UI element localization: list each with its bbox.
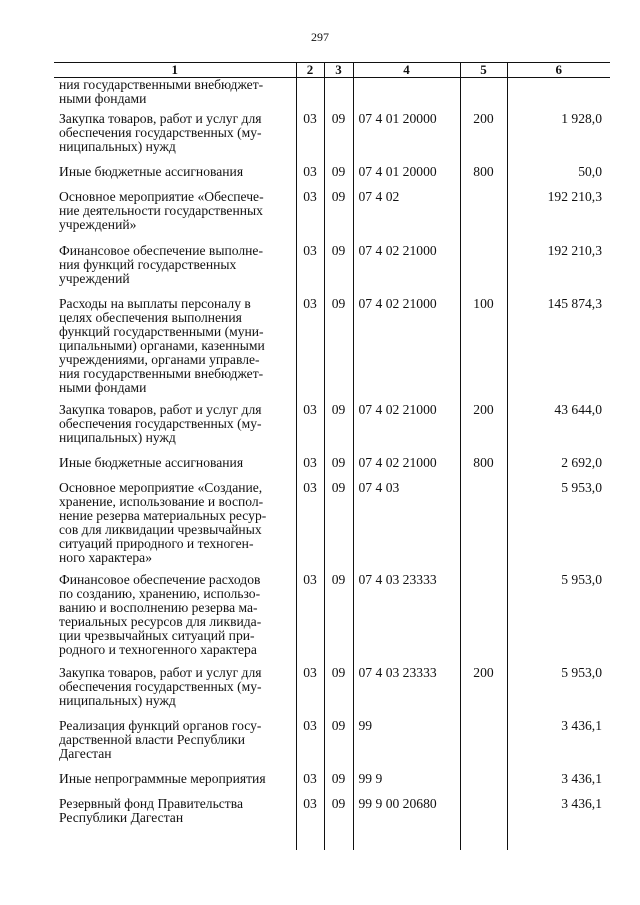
subsection-code: 09	[324, 297, 353, 403]
expense-type-code: 100	[460, 297, 507, 403]
target-article-code: 07 4 01 20000	[353, 165, 460, 190]
amount-value: 2 692,0	[561, 455, 602, 470]
subsection-code: 09	[324, 666, 353, 719]
target-article-code: 99	[353, 719, 460, 772]
expense-name: Финансовое обеспечение выполне- ния функций государственных учреждений	[54, 244, 296, 297]
subsection-code: 09	[324, 403, 353, 456]
section-code: 03	[296, 573, 324, 666]
expense-name: Финансовое обеспечение расходов по созданию, хранению, использо- ванию и восполнению резерва ма- териальных ресурсов для ликвида- ции чрезвычайных ситуаций при- родного и техногенного характера	[54, 573, 296, 666]
table-row	[54, 666, 610, 719]
amount-value: 43 644,0	[554, 402, 602, 417]
section-code: 03	[296, 719, 324, 772]
expense-name: Реализация функций органов госу- дарственной власти Республики Дагестан	[54, 719, 296, 772]
target-article-code	[353, 78, 460, 113]
target-article-code: 07 4 02	[353, 190, 460, 244]
subsection-code: 09	[324, 112, 353, 165]
expense-type-code	[460, 244, 507, 297]
target-article-code: 07 4 03	[353, 481, 460, 573]
section-code: 03	[296, 666, 324, 719]
expense-name: Закупка товаров, работ и услуг для обеспечения государственных (му- ниципальных) нужд	[54, 112, 296, 165]
expense-type-code	[460, 78, 507, 113]
expense-name: Основное мероприятие «Создание, хранение, использование и воспол- нение резерва материальных ресур- сов для ликвидации чрезвычайных ситуаций природного и техноген- ного характера»	[54, 481, 296, 573]
target-article-code: 07 4 03 23333	[353, 573, 460, 666]
subsection-code: 09	[324, 797, 353, 850]
expense-name: Иные бюджетные ассигнования	[54, 165, 296, 190]
table-row	[54, 403, 610, 456]
table-body	[54, 78, 610, 851]
amount-value: 1 928,0	[561, 111, 602, 126]
amount-value: 5 953,0	[561, 572, 602, 587]
expense-name: Иные непрограммные мероприятия	[54, 772, 296, 797]
expense-type-code: 200	[460, 666, 507, 719]
table-row	[54, 78, 610, 113]
expense-type-code: 200	[460, 403, 507, 456]
page-number: 297	[311, 30, 329, 44]
target-article-code: 07 4 02 21000	[353, 297, 460, 403]
target-article-code: 07 4 03 23333	[353, 666, 460, 719]
expense-type-code: 800	[460, 165, 507, 190]
table-row	[54, 165, 610, 190]
header-col-3: 3	[324, 63, 353, 78]
expense-name: Основное мероприятие «Обеспече- ние деятельности государственных учреждений»	[54, 190, 296, 244]
header-row	[54, 63, 610, 78]
table-row	[54, 573, 610, 666]
expense-type-code: 800	[460, 456, 507, 481]
subsection-code: 09	[324, 244, 353, 297]
expense-type-code	[460, 719, 507, 772]
amount-value: 5 953,0	[561, 480, 602, 495]
subsection-code: 09	[324, 573, 353, 666]
target-article-code: 07 4 01 20000	[353, 112, 460, 165]
expense-type-code	[460, 772, 507, 797]
table-row	[54, 772, 610, 797]
section-code: 03	[296, 244, 324, 297]
expense-name: Закупка товаров, работ и услуг для обеспечения государственных (му- ниципальных) нужд	[54, 403, 296, 456]
table-row	[54, 244, 610, 297]
expense-name: Закупка товаров, работ и услуг для обеспечения государственных (му- ниципальных) нужд	[54, 666, 296, 719]
table-row	[54, 297, 610, 403]
budget-table	[54, 62, 610, 850]
amount-value: 50,0	[578, 164, 602, 179]
amount-value: 5 953,0	[561, 665, 602, 680]
section-code: 03	[296, 772, 324, 797]
table-row	[54, 190, 610, 244]
section-code: 03	[296, 797, 324, 850]
expense-name: Резервный фонд Правительства Республики Дагестан	[54, 797, 296, 850]
amount-value: 3 436,1	[561, 796, 602, 811]
header-col-5: 5	[460, 63, 507, 78]
subsection-code: 09	[324, 719, 353, 772]
amount-value: 192 210,3	[547, 243, 602, 258]
table-row	[54, 481, 610, 573]
section-code: 03	[296, 456, 324, 481]
expense-name: Иные бюджетные ассигнования	[54, 456, 296, 481]
section-code: 03	[296, 481, 324, 573]
header-col-2: 2	[296, 63, 324, 78]
subsection-code: 09	[324, 165, 353, 190]
expense-name: Расходы на выплаты персоналу в целях обеспечения выполнения функций государственными (муни- ципальными) органами, казенными учреждениями, органами управле- ния государственными внебюджет- ными фондами	[54, 297, 296, 403]
amount-value	[507, 78, 610, 113]
table-row	[54, 719, 610, 772]
subsection-code: 09	[324, 772, 353, 797]
header-col-4: 4	[353, 63, 460, 78]
header-col-1: 1	[54, 63, 296, 78]
subsection-code: 09	[324, 481, 353, 573]
target-article-code: 99 9 00 20680	[353, 797, 460, 850]
target-article-code: 07 4 02 21000	[353, 456, 460, 481]
amount-value: 192 210,3	[547, 189, 602, 204]
header-col-6: 6	[507, 63, 610, 78]
table-row	[54, 797, 610, 850]
section-code: 03	[296, 190, 324, 244]
target-article-code: 07 4 02 21000	[353, 403, 460, 456]
expense-type-code: 200	[460, 112, 507, 165]
subsection-code	[324, 78, 353, 113]
target-article-code: 99 9	[353, 772, 460, 797]
expense-type-code	[460, 797, 507, 850]
expense-type-code	[460, 481, 507, 573]
section-code: 03	[296, 112, 324, 165]
section-code	[296, 78, 324, 113]
amount-value: 145 874,3	[547, 296, 602, 311]
target-article-code: 07 4 02 21000	[353, 244, 460, 297]
amount-value: 3 436,1	[561, 771, 602, 786]
section-code: 03	[296, 297, 324, 403]
table-row	[54, 456, 610, 481]
expense-type-code	[460, 190, 507, 244]
expense-name: ния государственными внебюджет- ными фондами	[54, 78, 296, 113]
subsection-code: 09	[324, 190, 353, 244]
expense-type-code	[460, 573, 507, 666]
section-code: 03	[296, 165, 324, 190]
table-row	[54, 112, 610, 165]
amount-value: 3 436,1	[561, 718, 602, 733]
section-code: 03	[296, 403, 324, 456]
subsection-code: 09	[324, 456, 353, 481]
